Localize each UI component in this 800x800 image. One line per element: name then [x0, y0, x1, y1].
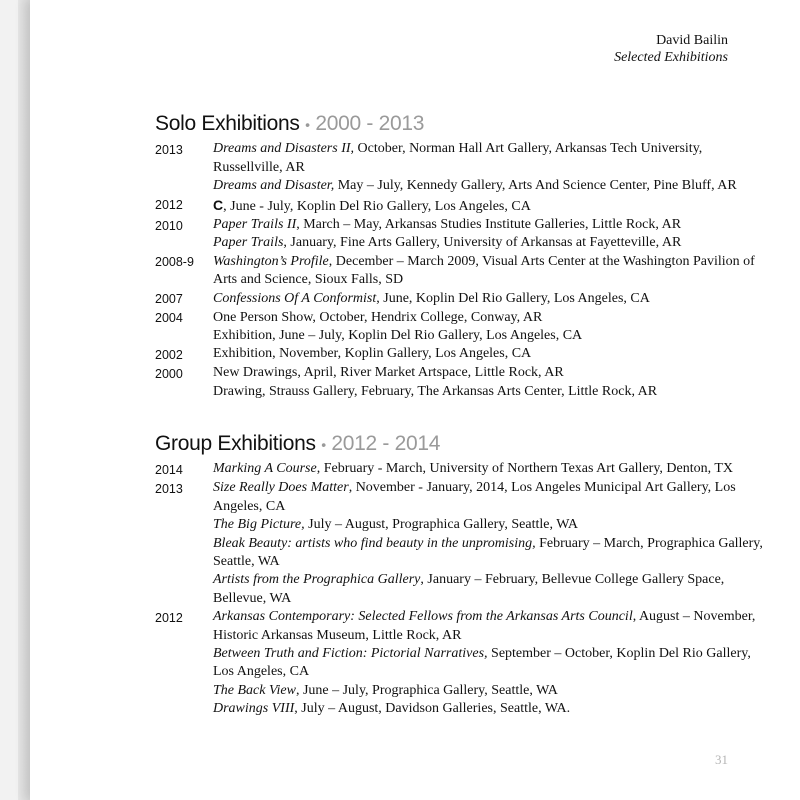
- exhibition-title: Dreams and Disasters II,: [213, 141, 355, 157]
- exhibition-entry: [213, 309, 775, 327]
- exhibition-details: , January – February, Bellevue College Gallery Space, Bellevue, WA: [213, 572, 725, 606]
- year-label: 2013: [155, 481, 183, 496]
- exhibition-title: Confessions Of A Conformist: [213, 290, 377, 306]
- solo-exhibitions-heading: [155, 112, 775, 136]
- exhibition-details: , June - July, Koplin Del Rio Gallery, Los Angeles, CA: [223, 198, 531, 214]
- year-label: 2012: [155, 198, 183, 213]
- year-label: 2002: [155, 347, 183, 362]
- exhibition-details: October, Norman Hall Art Gallery, Arkansas Tech University, Russellville, AR: [213, 141, 703, 175]
- exhibition-entry: [213, 253, 775, 290]
- exhibition-title: Bleak Beauty: artists who find beauty in the unpromising,: [213, 535, 536, 551]
- exhibition-title: The Big Picture,: [213, 517, 305, 533]
- exhibition-entry: [213, 608, 775, 645]
- year-group: [155, 253, 775, 290]
- exhibition-details: July – August, Prographica Gallery, Seattle, WA: [304, 517, 578, 533]
- section-title: Group Exhibitions: [155, 432, 316, 455]
- year-group: [155, 608, 775, 718]
- group-exhibitions-section: [155, 432, 775, 719]
- exhibition-entry: [213, 460, 775, 478]
- entries: [213, 140, 775, 195]
- exhibition-title: The Back View: [213, 682, 296, 698]
- group-exhibitions-list: [155, 460, 775, 718]
- exhibition-title: Drawings VIII: [213, 701, 295, 717]
- exhibition-title: Marking A Course: [213, 461, 317, 477]
- exhibition-entry: [213, 700, 775, 718]
- exhibition-title: Size Really Does Matter: [213, 480, 349, 496]
- page-number: 31: [715, 752, 728, 767]
- exhibition-details: One Person Show, October, Hendrix College, Conway, AR: [213, 309, 543, 325]
- entries: [213, 290, 775, 309]
- exhibition-entry: [213, 571, 775, 608]
- exhibition-details: May – July, Kennedy Gallery, Arts And Science Center, Pine Bluff, AR: [334, 178, 737, 194]
- exhibition-title: Dreams and Disaster,: [213, 178, 335, 194]
- section-title: Solo Exhibitions: [155, 112, 300, 135]
- exhibition-details: , August – November, Historic Arkansas Museum, Little Rock, AR: [213, 609, 756, 643]
- year-label: 2004: [155, 311, 183, 326]
- year-label: 2007: [155, 292, 183, 307]
- exhibition-entry: [213, 216, 775, 234]
- exhibition-entry: [213, 290, 775, 308]
- exhibition-details: , January, Fine Arts Gallery, University of Arkansas at Fayetteville, AR: [283, 235, 682, 251]
- bullet-separator: •: [321, 436, 326, 453]
- exhibition-entry: [213, 645, 775, 682]
- entries: [213, 253, 775, 290]
- year-group: [155, 364, 775, 401]
- exhibition-details: , June, Koplin Del Rio Gallery, Los Angeles, CA: [376, 290, 650, 306]
- year-range: 2012 - 2014: [331, 432, 441, 455]
- exhibition-entry: [213, 682, 775, 700]
- exhibition-title: Between Truth and Fiction: Pictorial Narratives,: [213, 646, 488, 662]
- exhibition-details: September – October, Koplin Del Rio Gallery, Los Angeles, CA: [213, 646, 751, 680]
- exhibition-entry: [213, 383, 775, 401]
- exhibition-details: Drawing, Strauss Gallery, February, The Arkansas Arts Center, Little Rock, AR: [213, 383, 658, 399]
- exhibition-details: , June – July, Prographica Gallery, Seattle, WA: [295, 682, 558, 698]
- document-page: [30, 0, 800, 800]
- solo-exhibitions-section: [155, 112, 775, 401]
- exhibition-entry: [213, 535, 775, 572]
- exhibition-details: , July – August, Davidson Galleries, Seattle, WA.: [294, 701, 571, 717]
- year-label: 2000: [155, 366, 183, 381]
- entries: [213, 608, 775, 718]
- year-label: 2013: [155, 142, 183, 157]
- year-label: 2012: [155, 610, 183, 625]
- exhibition-entry: [213, 364, 775, 382]
- entries: [213, 309, 775, 346]
- exhibition-entry: [213, 327, 775, 345]
- exhibition-details: New Drawings, April, River Market Artspace, Little Rock, AR: [213, 365, 564, 381]
- exhibition-title: C: [213, 196, 224, 213]
- header-subtitle: Selected Exhibitions: [614, 50, 728, 65]
- year-group: [155, 460, 775, 479]
- entries: [213, 479, 775, 608]
- exhibition-details: , March – May, Arkansas Studies Institute Galleries, Little Rock, AR: [296, 217, 682, 233]
- exhibition-entry: [213, 140, 775, 177]
- bullet-separator: •: [305, 116, 310, 133]
- exhibition-entry: [213, 479, 775, 516]
- year-range: 2000 - 2013: [315, 112, 425, 135]
- entries: [213, 460, 775, 479]
- exhibition-title: Paper Trails II: [213, 217, 297, 233]
- year-group: [155, 345, 775, 364]
- exhibition-details: , November - January, 2014, Los Angeles Municipal Art Gallery, Los Angeles, CA: [213, 480, 736, 514]
- year-label: 2008-9: [155, 255, 194, 270]
- exhibition-entry: [213, 196, 775, 216]
- exhibition-title: Paper Trails: [213, 235, 284, 251]
- year-group: [155, 140, 775, 195]
- entries: [213, 364, 775, 401]
- exhibition-entry: [213, 345, 775, 363]
- exhibition-title: Artists from the Prographica Gallery: [213, 572, 421, 588]
- year-group: [155, 309, 775, 346]
- exhibition-details: , February - March, University of Northern Texas Art Gallery, Denton, TX: [316, 461, 734, 477]
- exhibition-details: Exhibition, November, Koplin Gallery, Los Angeles, CA: [213, 346, 532, 362]
- artist-name: David Bailin: [656, 33, 728, 48]
- entries: [213, 196, 775, 216]
- exhibition-entry: [213, 516, 775, 534]
- entries: [213, 216, 775, 253]
- exhibition-details: February – March, Prographica Gallery, Seattle, WA: [213, 535, 763, 569]
- exhibition-title: Washington’s Profile: [213, 253, 329, 269]
- page-header: [614, 32, 728, 66]
- entries: [213, 345, 775, 364]
- year-group: [155, 196, 775, 216]
- group-exhibitions-heading: [155, 432, 775, 456]
- year-label: 2010: [155, 218, 183, 233]
- year-group: [155, 479, 775, 608]
- year-group: [155, 216, 775, 253]
- solo-exhibitions-list: [155, 140, 775, 401]
- exhibition-entry: [213, 234, 775, 252]
- exhibition-details: , December – March 2009, Visual Arts Center at the Washington Pavilion of Arts and Science, Sioux Falls, SD: [213, 253, 755, 288]
- exhibition-entry: [213, 177, 775, 195]
- year-group: [155, 290, 775, 309]
- exhibition-details: Exhibition, June – July, Koplin Del Rio Gallery, Los Angeles, CA: [213, 328, 583, 344]
- year-label: 2014: [155, 462, 183, 477]
- exhibition-title: Arkansas Contemporary: Selected Fellows from the Arkansas Arts Council: [213, 609, 633, 625]
